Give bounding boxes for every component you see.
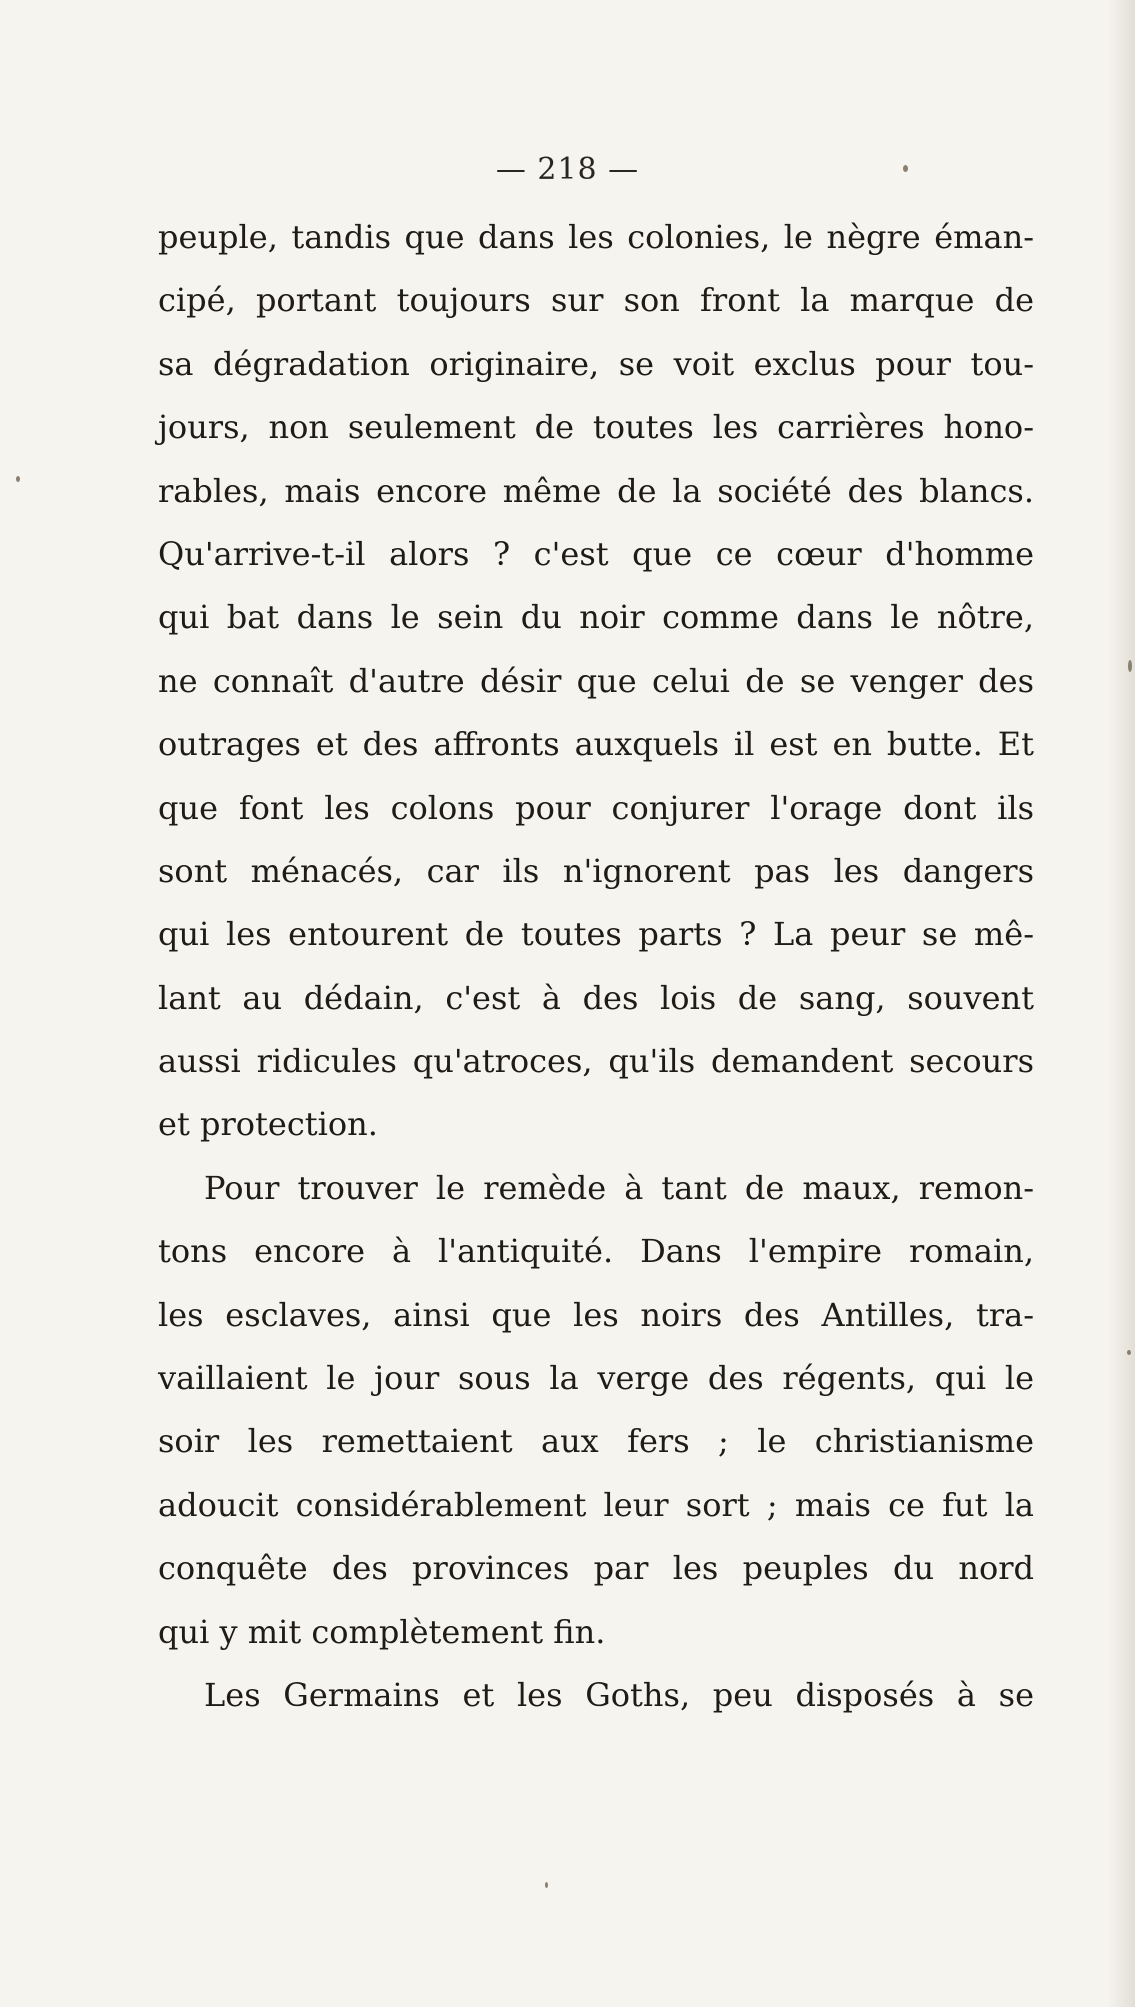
text-line: que font les colons pour conjurer l'orage dont ils bbox=[158, 788, 1034, 827]
text-line: Les Germains et les Goths, peu disposés à se bbox=[204, 1675, 1034, 1714]
text-line: sa dégradation originaire, se voit exclus pour tou- bbox=[158, 344, 1034, 383]
text-line: ne connaît d'autre désir que celui de se venger des bbox=[158, 661, 1034, 700]
paper-speck bbox=[545, 1882, 548, 1888]
text-line: tons encore à l'antiquité. Dans l'empire romain, bbox=[158, 1232, 1034, 1271]
text-line: jours, non seulement de toutes les carrières hono- bbox=[158, 408, 1034, 447]
text-line: lant au dédain, c'est à des lois de sang, souvent bbox=[158, 978, 1034, 1017]
text-line: soir les remettaient aux fers ; le christianisme bbox=[158, 1422, 1034, 1461]
text-line: aussi ridicules qu'atroces, qu'ils demandent secours bbox=[158, 1042, 1034, 1081]
text-line: Pour trouver le remède à tant de maux, remon- bbox=[204, 1168, 1034, 1207]
text-line: peuple, tandis que dans les colonies, le nègre éman- bbox=[158, 218, 1034, 256]
text-line: vaillaient le jour sous la verge des régents, qui le bbox=[158, 1359, 1034, 1398]
text-line: outrages et des affronts auxquels il est en butte. Et bbox=[158, 725, 1034, 764]
page-number: — 218 — bbox=[495, 152, 640, 187]
page-edge-shadow bbox=[1107, 0, 1135, 2007]
text-line: conquête des provinces par les peuples du nord bbox=[158, 1549, 1034, 1588]
text-line: qui bat dans le sein du noir comme dans le nôtre, bbox=[158, 598, 1034, 637]
paper-speck bbox=[16, 476, 20, 482]
paper-speck bbox=[1128, 660, 1132, 672]
text-line: les esclaves, ainsi que les noirs des Antilles, tra- bbox=[158, 1295, 1034, 1334]
paper-speck bbox=[903, 165, 908, 172]
text-line: Qu'arrive-t-il alors ? c'est que ce cœur d'homme bbox=[158, 534, 1034, 573]
text-line: rables, mais encore même de la société des blancs. bbox=[158, 471, 1034, 510]
text-line: qui y mit complètement fin. bbox=[158, 1612, 606, 1651]
paper-speck bbox=[1127, 1350, 1131, 1355]
text-line: sont ménacés, car ils n'ignorent pas les dangers bbox=[158, 851, 1034, 890]
text-line: adoucit considérablement leur sort ; mais ce fut la bbox=[158, 1485, 1034, 1524]
text-line: et protection. bbox=[158, 1105, 378, 1144]
body-text bbox=[158, 206, 1034, 1727]
text-line: cipé, portant toujours sur son front la marque de bbox=[158, 281, 1034, 320]
text-line: qui les entourent de toutes parts ? La peur se mê- bbox=[158, 915, 1034, 954]
